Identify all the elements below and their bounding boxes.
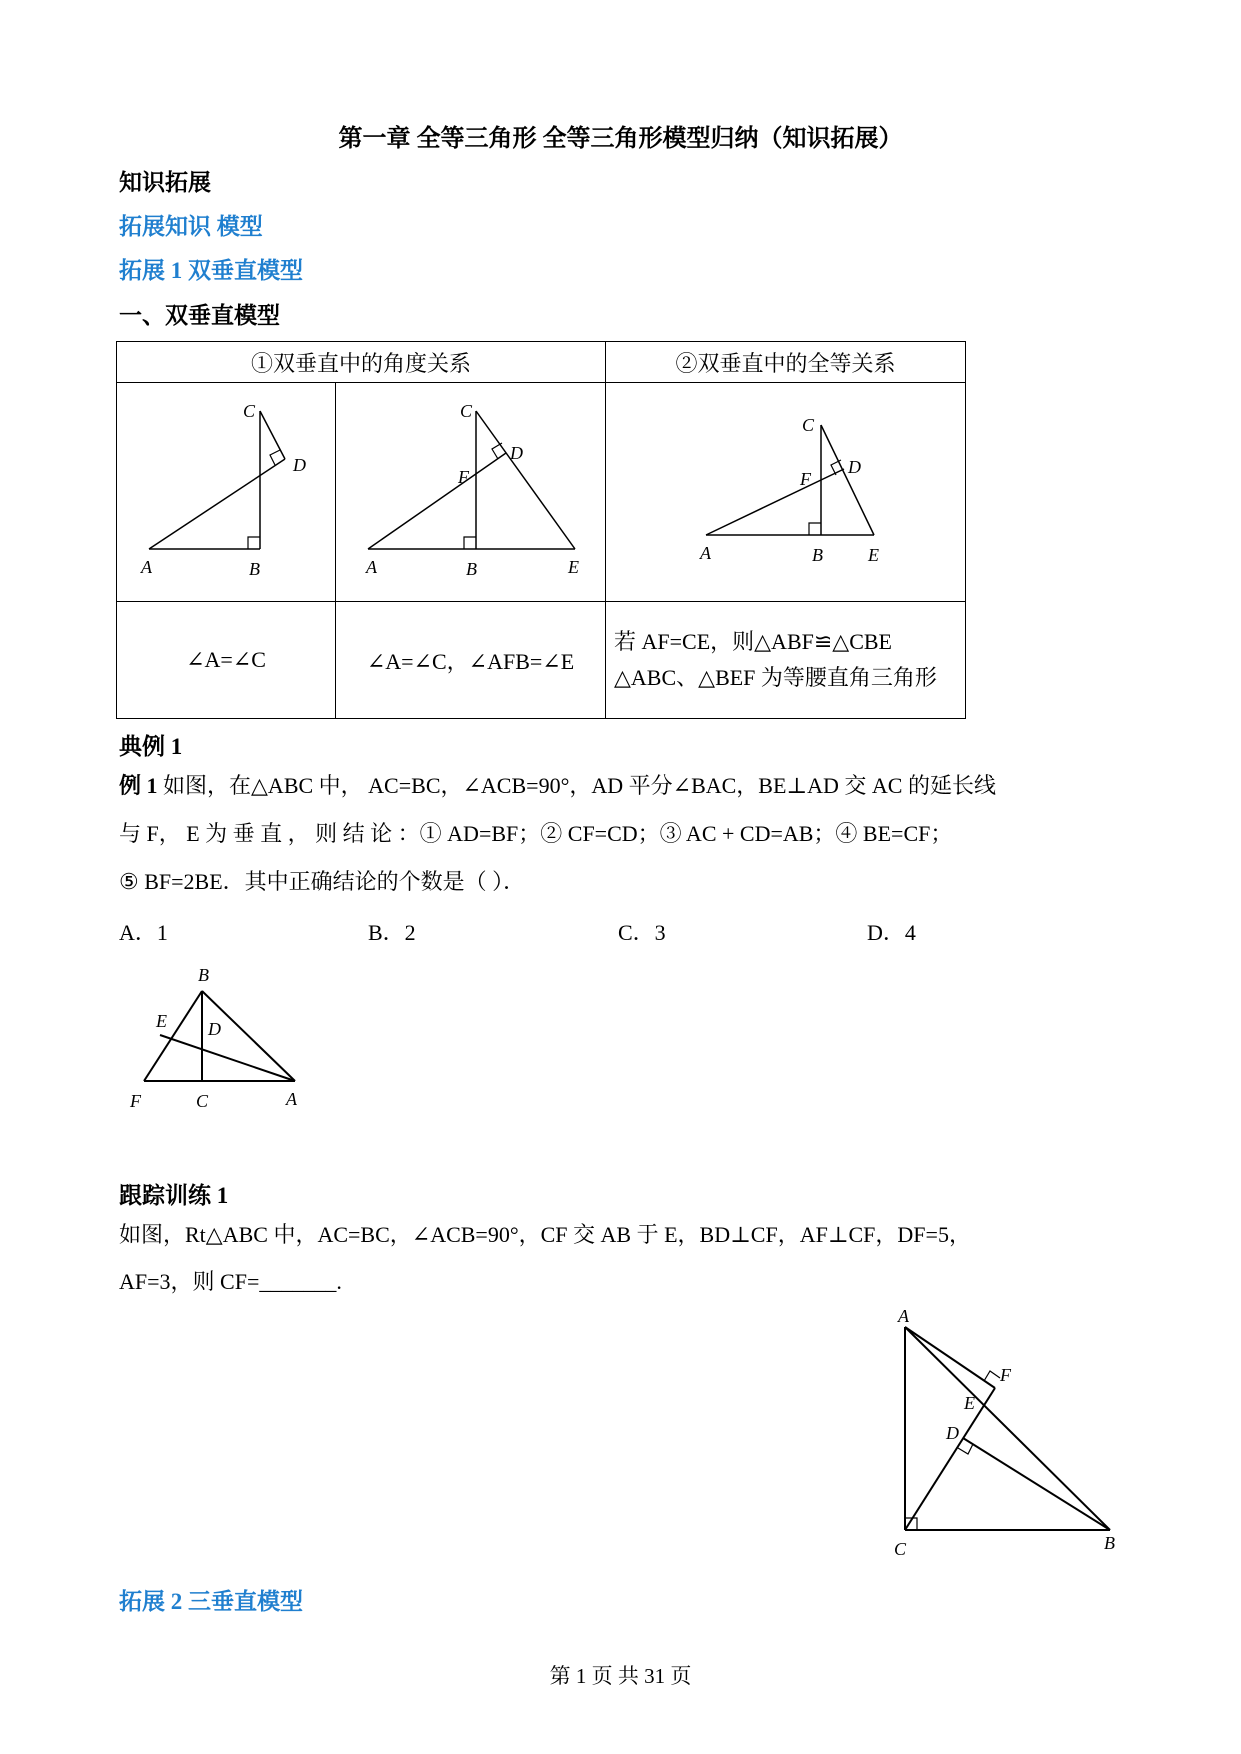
double-perpendicular-figure-1 (117, 383, 335, 595)
conclusion-congruence-line1: 若 AF=CE，则△ABF≌△CBE (614, 629, 892, 654)
label-e: E (568, 557, 579, 577)
label-b: B (812, 545, 823, 565)
example-heading: 典例 1 (119, 734, 183, 759)
figure-cell-2 (336, 383, 606, 602)
example-line-2: 与 F， E 为 垂 直 ， 则 结 论 ：① AD=BF；② CF=CD；③ AC + CD=AB；④ BE=CF； (119, 821, 953, 846)
label-e: E (868, 545, 879, 565)
label-d: D (848, 457, 861, 477)
label-e: E (964, 1393, 975, 1413)
label-e: E (156, 1011, 167, 1031)
double-perpendicular-figure-3 (606, 383, 965, 595)
section-models-heading: 拓展知识 模型 (119, 214, 263, 239)
double-perpendicular-figure-2 (336, 383, 605, 595)
label-f: F (458, 467, 469, 487)
example-line-3: ⑤ BF=2BE．其中正确结论的个数是（ ）． (119, 869, 526, 894)
training-line-1: 如图，Rt△ABC 中，AC=BC，∠ACB=90°，CF 交 AB 于 E，BD⊥CF，AF⊥CF，DF=5， (119, 1222, 971, 1247)
label-c: C (196, 1091, 209, 1111)
conclusion-angle-2: ∠A=∠C，∠AFB=∠E (336, 602, 606, 719)
label-d: D (208, 1019, 221, 1039)
table-header-angle: ①双垂直中的角度关系 (117, 342, 606, 383)
option-c: C．3 (618, 920, 666, 945)
section-knowledge-heading: 知识拓展 (119, 170, 211, 195)
label-a: A (286, 1089, 297, 1109)
label-b: B (249, 559, 260, 579)
figure-cell-1 (117, 383, 336, 602)
label-c: C (894, 1539, 907, 1559)
label-d: D (946, 1423, 959, 1443)
label-f: F (130, 1091, 141, 1111)
training-heading: 跟踪训练 1 (119, 1183, 229, 1208)
example-label: 例 1 (119, 773, 158, 798)
label-c: C (802, 415, 815, 435)
label-a: A (898, 1306, 909, 1326)
label-b: B (198, 965, 209, 985)
label-b: B (1104, 1533, 1115, 1553)
table-header-congruence: ②双垂直中的全等关系 (606, 342, 966, 383)
conclusion-congruence (606, 602, 966, 719)
training-line-2: AF=3，则 CF=_______. (119, 1269, 342, 1294)
label-f: F (1000, 1365, 1011, 1385)
option-a: A．1 (119, 920, 168, 945)
model1-heading: 一、双垂直模型 (119, 303, 280, 328)
label-a: A (141, 557, 152, 577)
option-d: D．4 (867, 920, 916, 945)
label-d: D (510, 443, 523, 463)
extension2-heading: 拓展 2 三垂直模型 (119, 1589, 303, 1614)
model-table (116, 341, 966, 719)
page-title: 第一章 全等三角形 全等三角形模型归纳（知识拓展） (338, 126, 903, 152)
label-b: B (466, 559, 477, 579)
label-c: C (243, 401, 256, 421)
example-line-1 (119, 774, 996, 798)
label-a: A (700, 543, 711, 563)
conclusion-congruence-line2: △ABC、△BEF 为等腰直角三角形 (614, 665, 937, 690)
label-f: F (800, 469, 811, 489)
training-figure (870, 1305, 1140, 1570)
label-a: A (366, 557, 377, 577)
label-d: D (293, 455, 306, 475)
conclusion-angle-1: ∠A=∠C (117, 602, 336, 719)
extension1-heading: 拓展 1 双垂直模型 (119, 258, 303, 283)
example-text-1: 如图，在△ABC 中， AC=BC，∠ACB=90°，AD 平分∠BAC，BE⊥AD 交 AC 的延长线 (163, 773, 996, 798)
option-b: B．2 (368, 920, 416, 945)
page-footer: 第 1 页 共 31 页 (549, 1664, 692, 1688)
figure-cell-3 (606, 383, 966, 602)
example-figure (110, 955, 320, 1115)
label-c: C (460, 401, 473, 421)
